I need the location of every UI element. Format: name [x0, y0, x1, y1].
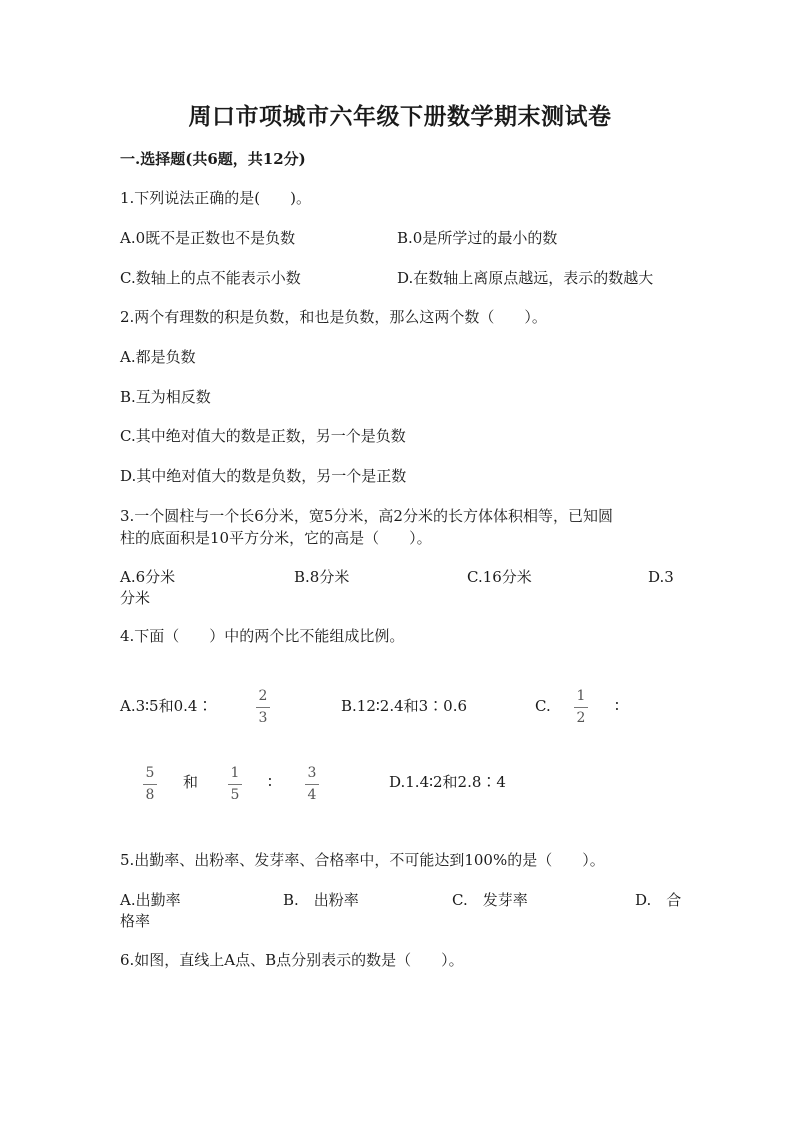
fraction — [574, 688, 588, 727]
question-stem: 5.出勤率、出粉率、发芽率、合格率中，不可能达到100%的是（ ）。 — [120, 851, 605, 869]
option-c: C. — [535, 697, 551, 715]
option-b: B.8分米 — [294, 568, 350, 586]
fraction — [228, 765, 242, 804]
question-stem: 1.下列说法正确的是( )。 — [120, 189, 312, 207]
option-b: B.0是所学过的最小的数 — [397, 229, 558, 247]
exam-title: 周口市项城市六年级下册数学期末测试卷 — [188, 103, 612, 130]
fraction-bar — [228, 784, 242, 785]
option-b: B.互为相反数 — [120, 388, 211, 406]
fraction-denominator: 8 — [145, 787, 155, 803]
ratio-colon: ∶ — [615, 697, 619, 715]
fraction-denominator: 4 — [307, 787, 317, 803]
fraction-numerator: 5 — [145, 765, 155, 781]
option-d-continued: 格率 — [120, 912, 151, 930]
fraction-bar — [305, 784, 319, 785]
option-c: C.数轴上的点不能表示小数 — [120, 269, 301, 287]
option-a: A.6分米 — [120, 568, 176, 586]
ratio-colon: ∶ — [268, 773, 272, 791]
fraction-bar — [256, 707, 270, 708]
option-c: C.16分米 — [467, 568, 532, 586]
question-stem: 4.下面（ ）中的两个比不能组成比例。 — [120, 627, 405, 645]
option-d: D.在数轴上离原点越远，表示的数越大 — [397, 269, 654, 287]
option-b: B.12∶2.4和3∶0.6 — [341, 697, 468, 715]
option-c: C. 发芽率 — [452, 891, 528, 909]
section-heading: 一.选择题(共6题，共12分) — [120, 150, 306, 168]
fraction-denominator: 2 — [576, 710, 586, 726]
option-d-continued: 分米 — [120, 589, 151, 607]
option-c: C.其中绝对值大的数是正数，另一个是负数 — [120, 427, 406, 445]
fraction-denominator: 5 — [230, 787, 240, 803]
fraction-bar — [143, 784, 157, 785]
fraction-denominator: 3 — [258, 710, 268, 726]
question-stem: 2.两个有理数的积是负数，和也是负数，那么这两个数（ ）。 — [120, 308, 547, 326]
question-stem-line2: 柱的底面积是10平方分米，它的高是（ ）。 — [120, 529, 432, 547]
question-stem: 6.如图，直线上A点、B点分别表示的数是（ ）。 — [120, 951, 464, 969]
option-d: D. 合 — [635, 891, 682, 909]
question-stem-line1: 3.一个圆柱与一个长6分米，宽5分米，高2分米的长方体体积相等，已知圆 — [120, 507, 613, 525]
fraction — [256, 688, 270, 727]
option-b: B. 出粉率 — [283, 891, 359, 909]
option-d: D.1.4∶2和2.8∶4 — [389, 773, 506, 791]
fraction-bar — [574, 707, 588, 708]
fraction-numerator: 3 — [307, 765, 317, 781]
fraction-numerator: 1 — [576, 688, 586, 704]
fraction — [143, 765, 157, 804]
option-a: A.都是负数 — [120, 348, 196, 366]
fraction — [305, 765, 319, 804]
option-a: A.3∶5和0.4∶ — [120, 697, 213, 715]
option-a: A.出勤率 — [120, 891, 181, 909]
fraction-numerator: 1 — [230, 765, 240, 781]
conjunction-text: 和 — [183, 773, 199, 791]
option-d: D.3 — [648, 568, 674, 586]
fraction-numerator: 2 — [258, 688, 268, 704]
option-d: D.其中绝对值大的数是负数，另一个是正数 — [120, 467, 407, 485]
option-a: A.0既不是正数也不是负数 — [120, 229, 296, 247]
